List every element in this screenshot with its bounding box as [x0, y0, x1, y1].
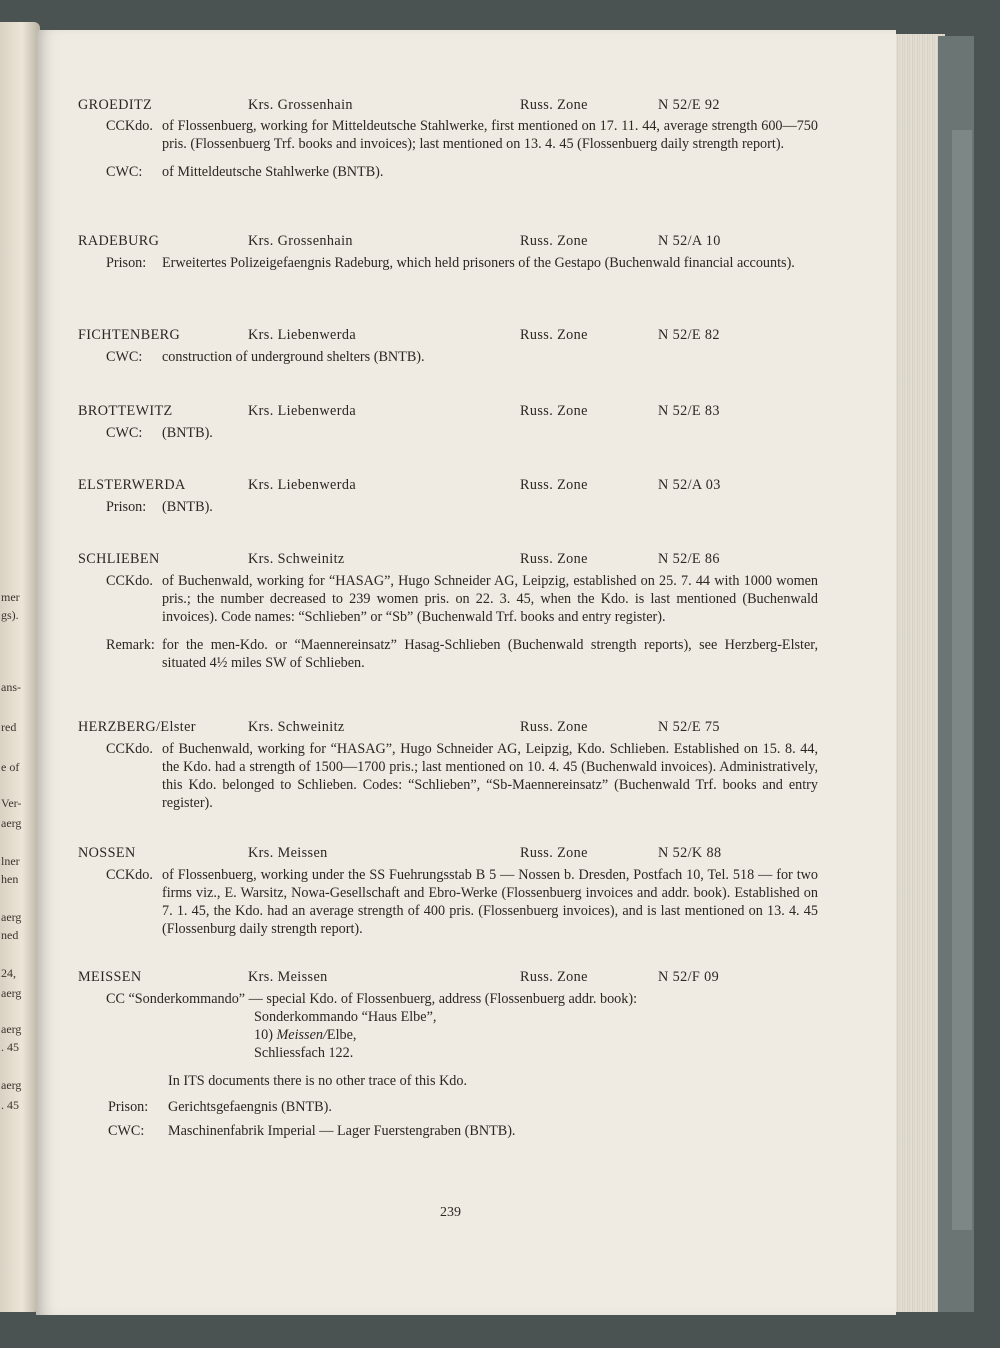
- place-name: FICHTENBERG: [78, 327, 181, 343]
- row-label: Prison:: [106, 255, 147, 271]
- entry-row: [78, 636, 818, 672]
- grid-reference: N 52/E 86: [658, 551, 720, 567]
- district-name: Krs. Meissen: [248, 845, 328, 861]
- left-margin-fragment: hen: [1, 872, 19, 886]
- district-name: Krs. Liebenwerda: [248, 477, 357, 493]
- left-margin-fragment: lner: [1, 854, 20, 868]
- place-name: ELSTERWERDA: [78, 477, 186, 493]
- row-text: of Flossenbuerg, working under the SS Fuehrungsstab B 5 — Nossen b. Dresden, Postfach 10, Tel. 518 — for two firms viz., E. Warsitz, Nowa-Gesellschaft and Ebro-Werke (Flossenbuerg invoices and addr. book). Established on 7. 1. 45, the Kdo. had an average strength of 400 pris. (Flossenbuerg invoices), and is last mentioned on 13. 4. 45 (Flossenburg daily strength report).: [162, 867, 818, 937]
- district-name: Krs. Grossenhain: [248, 233, 353, 249]
- place-name: RADEBURG: [78, 233, 160, 249]
- entry-heading: [78, 718, 818, 738]
- row-text: of Mitteldeutsche Stahlwerke (BNTB).: [162, 164, 384, 180]
- row-label: CWC:: [106, 425, 143, 441]
- zone-name: Russ. Zone: [520, 845, 588, 861]
- zone-name: Russ. Zone: [520, 403, 588, 419]
- entry-row: [78, 740, 818, 812]
- row-text: of Buchenwald, working for “HASAG”, Hugo Schneider AG, Leipzig, Kdo. Schlieben. Established on 15. 8. 44, the Kdo. had a strength of 1500—1700 pris.; last mentioned on 10. 4. 45 (Buchenwald invoices). Administratively, this Kdo. belonged to Schlieben. Codes: “Schlieben”, “Sb-Maennereinsatz” (Buchenwald Trf. books and entry register).: [162, 741, 818, 811]
- row-label: CCKdo.: [106, 573, 153, 589]
- left-margin-fragment: aerg: [1, 1022, 22, 1036]
- entry-row: [78, 1122, 818, 1140]
- entry-row: [78, 348, 818, 366]
- address-block: [254, 1008, 818, 1062]
- entry-heading: [78, 402, 818, 422]
- district-name: Krs. Grossenhain: [248, 97, 353, 113]
- grid-reference: N 52/F 09: [658, 969, 720, 985]
- entry-heading: [78, 844, 818, 864]
- row-label: Prison:: [108, 1099, 149, 1115]
- zone-name: Russ. Zone: [520, 327, 588, 343]
- district-name: Krs. Liebenwerda: [248, 403, 357, 419]
- cc-line: CC “Sonderkommando” — special Kdo. of Flossenbuerg, address (Flossenbuerg addr. book):: [106, 991, 638, 1007]
- entry-row: [78, 117, 818, 153]
- left-margin-fragment: ned: [1, 928, 19, 942]
- book-cover-highlight: [952, 130, 972, 1230]
- place-name: BROTTEWITZ: [78, 403, 173, 419]
- left-page-edge: [0, 22, 40, 1312]
- entry-row: [78, 254, 818, 272]
- row-label: CCKdo.: [106, 867, 153, 883]
- grid-reference: N 52/E 83: [658, 403, 720, 419]
- page-number: 239: [440, 1205, 461, 1220]
- left-margin-fragment: aerg: [1, 816, 22, 830]
- entry-heading: [78, 476, 818, 496]
- row-label: Prison:: [106, 499, 147, 515]
- its-note: In ITS documents there is no other trace of this Kdo.: [168, 1073, 468, 1089]
- row-text: (BNTB).: [162, 425, 213, 441]
- row-text: construction of underground shelters (BNTB).: [162, 349, 425, 365]
- entry-herzberg: [78, 718, 818, 812]
- left-margin-fragment: . 45: [1, 1098, 19, 1112]
- entry-heading: [78, 232, 818, 252]
- district-name: Krs. Schweinitz: [248, 551, 345, 567]
- entry-brottewitz: [78, 402, 818, 442]
- left-margin-fragment: aerg: [1, 1078, 22, 1092]
- entry-nossen: [78, 844, 818, 938]
- address-prefix: 10): [254, 1027, 277, 1043]
- zone-name: Russ. Zone: [520, 551, 588, 567]
- entry-row: [78, 498, 818, 516]
- entry-heading: [78, 326, 818, 346]
- entry-groeditz: [78, 96, 818, 181]
- left-margin-fragment: ans-: [1, 680, 21, 694]
- row-label: CCKdo.: [106, 118, 153, 134]
- row-text: Erweitertes Polizeigefaengnis Radeburg, which held prisoners of the Gestapo (Buchenwald financial accounts).: [162, 255, 795, 271]
- grid-reference: N 52/E 92: [658, 97, 720, 113]
- entry-row: [78, 163, 818, 181]
- left-margin-fragment: aerg: [1, 986, 22, 1000]
- entry-meissen: [78, 968, 818, 1140]
- entry-row: [78, 866, 818, 938]
- left-margin-fragment: Ver-: [1, 796, 22, 810]
- entry-radeburg: [78, 232, 818, 272]
- district-name: Krs. Liebenwerda: [248, 327, 357, 343]
- row-label: Remark:: [106, 637, 155, 653]
- left-margin-fragment: e of: [1, 760, 20, 774]
- district-name: Krs. Schweinitz: [248, 719, 345, 735]
- row-label: CWC:: [106, 349, 143, 365]
- entry-heading: [78, 96, 818, 116]
- row-text: of Buchenwald, working for “HASAG”, Hugo Schneider AG, Leipzig, established on 25. 7. 44 with 1000 women pris.; the number decreased to 239 women pris. on 22. 3. 45, when the Kdo. is last mentioned (Buchenwald invoices). Code names: “Schlieben” or “Sb” (Buchenwald Trf. books and entry register).: [162, 573, 818, 625]
- left-margin-fragment: gs).: [1, 608, 19, 622]
- place-name: MEISSEN: [78, 969, 142, 985]
- left-margin-fragment: mer: [1, 590, 20, 604]
- row-label: CCKdo.: [106, 741, 153, 757]
- entry-row: [78, 424, 818, 442]
- zone-name: Russ. Zone: [520, 233, 588, 249]
- address-city-italic: Meissen/: [276, 1027, 327, 1043]
- row-text: Maschinenfabrik Imperial — Lager Fuerstengraben (BNTB).: [168, 1123, 516, 1139]
- row-text: for the men-Kdo. or “Maennereinsatz” Hasag-Schlieben (Buchenwald strength reports), see Herzberg-Elster, situated 4½ miles SW of Schlieben.: [162, 637, 818, 671]
- left-margin-fragment: aerg: [1, 910, 22, 924]
- left-margin-fragment: 24,: [1, 966, 16, 980]
- address-line: Elbe,: [326, 1027, 357, 1043]
- zone-name: Russ. Zone: [520, 97, 588, 113]
- entry-elsterwerda: [78, 476, 818, 516]
- grid-reference: N 52/K 88: [658, 845, 722, 861]
- left-margin-fragment: red: [1, 720, 17, 734]
- entry-heading: [78, 550, 818, 570]
- address-line: Schliessfach 122.: [254, 1045, 354, 1061]
- row-text: Gerichtsgefaengnis (BNTB).: [168, 1099, 332, 1115]
- address-line: Sonderkommando “Haus Elbe”,: [254, 1009, 437, 1025]
- zone-name: Russ. Zone: [520, 719, 588, 735]
- grid-reference: N 52/A 10: [658, 233, 721, 249]
- entry-heading: [78, 968, 818, 988]
- entry-schlieben: [78, 550, 818, 672]
- row-text: (BNTB).: [162, 499, 213, 515]
- entry-fichtenberg: [78, 326, 818, 366]
- zone-name: Russ. Zone: [520, 969, 588, 985]
- zone-name: Russ. Zone: [520, 477, 588, 493]
- entry-row: [78, 572, 818, 626]
- entry-row: [78, 1098, 818, 1116]
- place-name: GROEDITZ: [78, 97, 153, 113]
- place-name: NOSSEN: [78, 845, 136, 861]
- grid-reference: N 52/A 03: [658, 477, 721, 493]
- place-name: HERZBERG/Elster: [78, 719, 196, 735]
- row-label: CWC:: [108, 1123, 145, 1139]
- grid-reference: N 52/E 75: [658, 719, 720, 735]
- district-name: Krs. Meissen: [248, 969, 328, 985]
- grid-reference: N 52/E 82: [658, 327, 720, 343]
- row-text: of Flossenbuerg, working for Mitteldeutsche Stahlwerke, first mentioned on 17. 11. 44, average strength 600—750 pris. (Flossenbuerg Trf. books and invoices); last mentioned on 13. 4. 45 (Flossenbuerg daily strength report).: [162, 118, 818, 152]
- row-label: CWC:: [106, 164, 143, 180]
- address-line-city: [254, 1026, 818, 1044]
- left-margin-fragment: . 45: [1, 1040, 19, 1054]
- place-name: SCHLIEBEN: [78, 551, 160, 567]
